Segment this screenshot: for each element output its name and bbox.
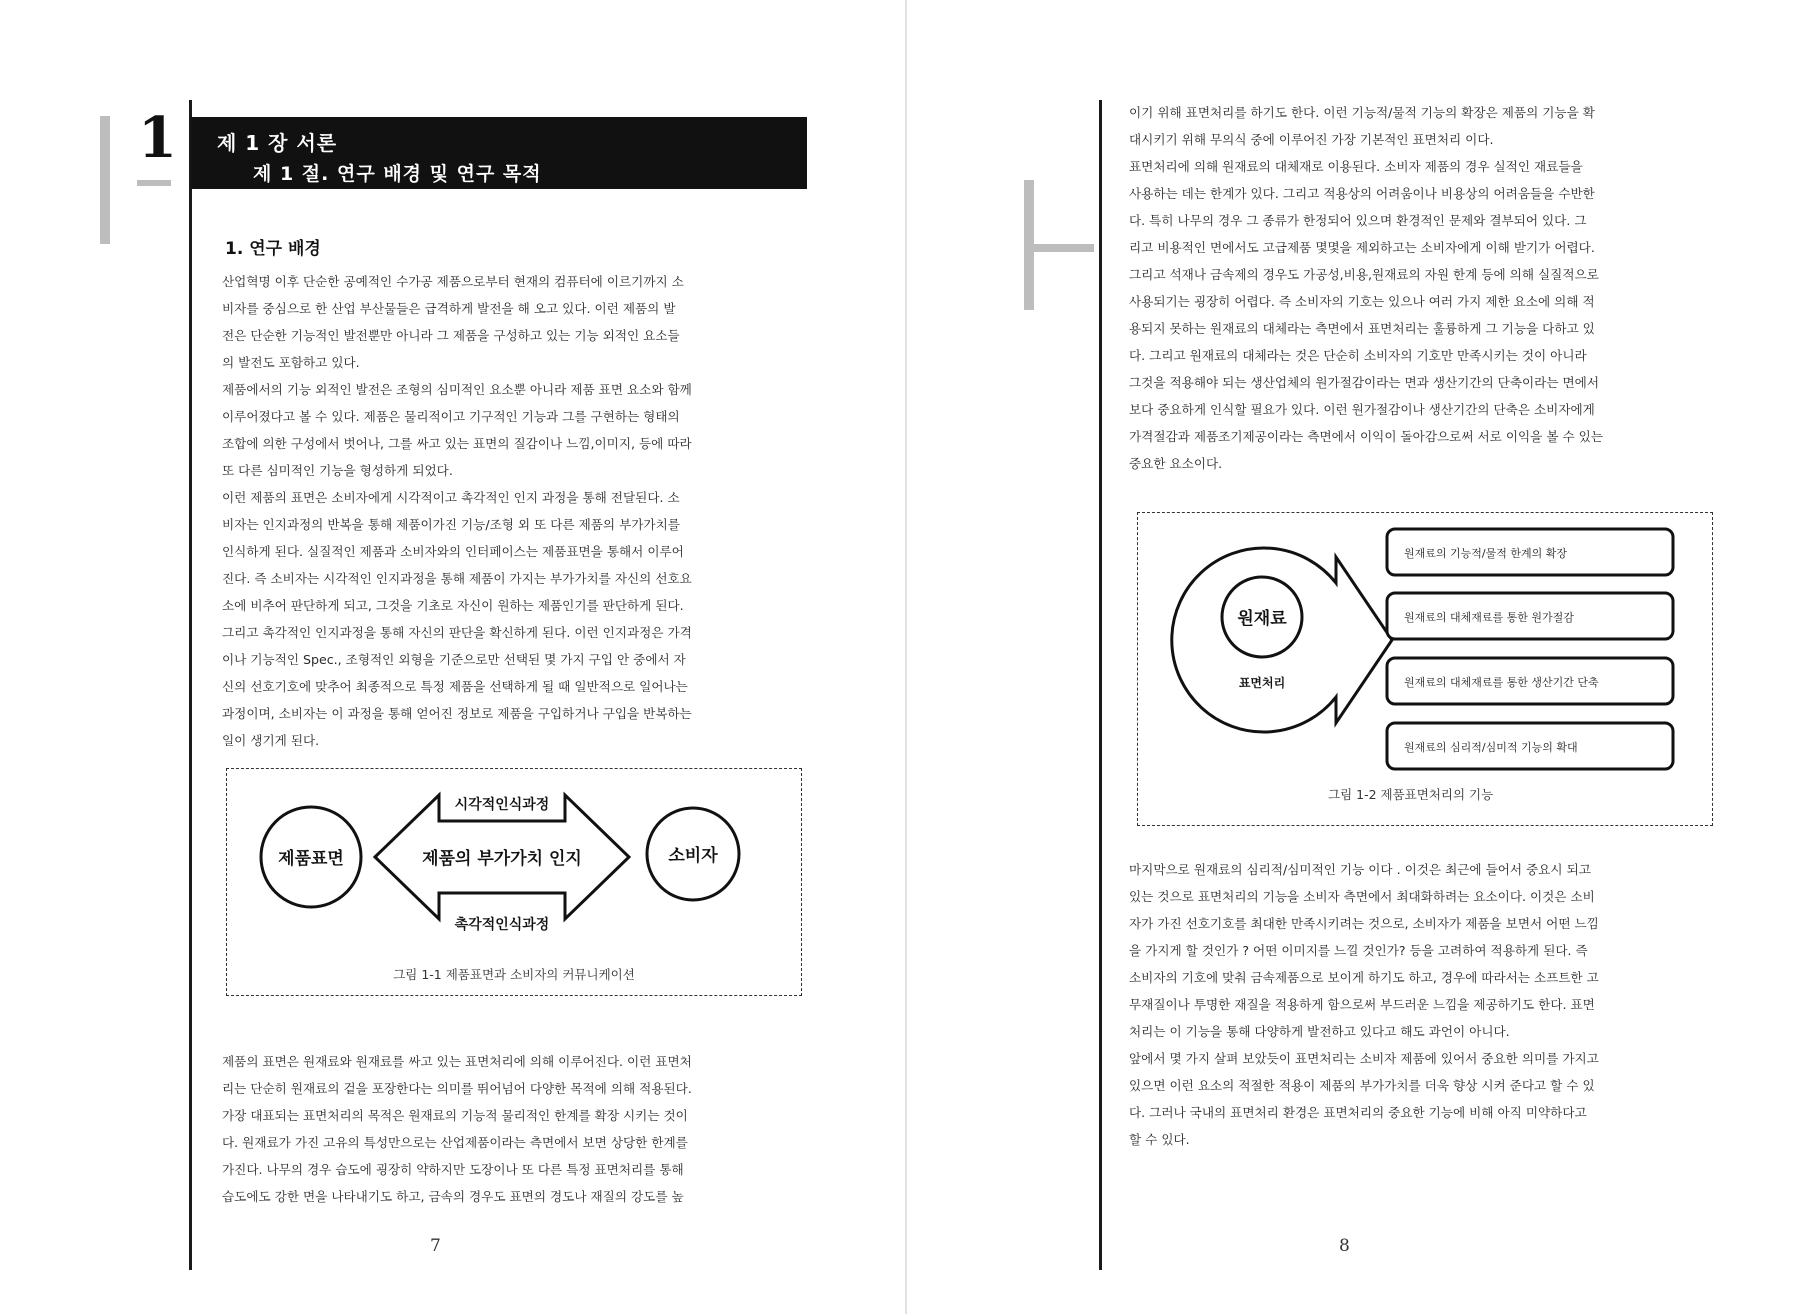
text-line: 있으면 이런 요소의 적절한 적용이 제품의 부가가치를 더욱 향상 시켜 준다고 할 수 있 [1129,1078,1595,1093]
text-line: 일이 생기게 된다. [222,733,320,748]
text-line: 소에 비추어 판단하게 되고, 그것을 기초로 자신이 원하는 제품인기를 판단하게 된다. [222,598,684,613]
text-line: 그리고 촉각적인 인지과정을 통해 자신의 판단을 확신하게 된다. 이런 인지과정은 가격 [222,625,692,640]
left-paragraph-2 [222,1048,799,1210]
chapter-marker-bar [100,116,110,244]
text-line: 보다 중요하게 인식할 필요가 있다. 이런 원가절감이나 생산기간의 단축은 소비자에게 [1129,402,1595,417]
text-line: 이루어졌다고 볼 수 있다. 제품은 물리적이고 기구적인 기능과 그를 구현하는 형태의 [222,409,680,424]
text-line: 비자는 인지과정의 반복을 통해 제품이가진 기능/조형 외 또 다른 제품의 부가가치를 [222,517,680,532]
text-line: 용되지 못하는 원재료의 대체라는 측면에서 표면처리는 훌륭하게 그 기능을 다하고 있 [1129,321,1595,336]
text-line: 사용하는 데는 한계가 있다. 그리고 적용상의 어려움이나 비용상의 어려움들을 수반한 [1129,186,1595,201]
text-line: 신의 선호기호에 맞추어 최종적으로 특정 제품을 선택하게 될 때 일반적으로 일어나는 [222,679,688,694]
text-line: 이기 위해 표면처리를 하기도 한다. 이런 기능적/물적 기능의 확장은 제품의 기능을 확 [1129,105,1595,120]
text-line: 진다. 즉 소비자는 시각적인 인지과정을 통해 제품이 가지는 부가가치를 자신의 선호요 [222,571,692,586]
chapter-number: 1 [138,105,177,171]
text-line: 을 가지게 할 것인가 ? 어떤 이미지를 느낄 것인가? 등을 고려하여 적용하게 된다. 즉 [1129,943,1588,958]
chapter-header [191,117,807,189]
text-line: 가장 대표되는 표면처리의 목적은 원재료의 기능적 물리적인 한계를 확장 시키는 것이 [222,1108,688,1123]
text-line: 가진다. 나무의 경우 습도에 굉장히 약하지만 도장이나 또 다른 특정 표면처리를 통해 [222,1162,684,1177]
value-recognition-label: 제품의 부가가치 인지 [422,849,582,869]
text-line: 리는 단순히 원재료의 겉을 포장한다는 의미를 뛰어넘어 다양한 목적에 의해 적용된다. [222,1081,692,1096]
right-marker-line [1024,244,1094,252]
text-line: 리고 비용적인 면에서도 고급제품 몇몇을 제외하고는 소비자에게 이해 받기가 어렵다. [1129,240,1595,255]
text-line: 제품에서의 기능 외적인 발전은 조형의 심미적인 요소뿐 아니라 제품 표면 요소와 함께 [222,382,692,397]
left-paragraph-1 [222,268,799,754]
text-line: 그리고 석재나 금속제의 경우도 가공성,비용,원재료의 자원 한계 등에 의해 실질적으로 [1129,267,1599,282]
figure-1 [226,768,802,996]
text-line: 표면처리에 의해 원재료의 대체재로 이용된다. 소비자 제품의 경우 실적인 재료들을 [1129,159,1583,174]
figure-2-diagram [1138,513,1712,825]
right-page-number: 8 [1339,1236,1350,1256]
text-line: 이런 제품의 표면은 소비자에게 시각적이고 촉각적인 인지 과정을 통해 전달된다. 소 [222,490,680,505]
text-line: 자가 가진 선호기호를 최대한 만족시키려는 것으로, 소비자가 제품을 보면서 어떤 느낌 [1129,916,1599,931]
figure-1-diagram [227,769,801,995]
consumer-label: 소비자 [668,846,718,866]
subheading: 1. 연구 배경 [225,239,321,259]
text-line: 사용되기는 굉장히 어렵다. 즉 소비자의 기호는 있으나 여러 가지 제한 요소에 의해 적 [1129,294,1595,309]
left-margin-rule [189,100,192,1270]
chapter-marker-underline [137,180,171,186]
text-line: 무재질이나 투명한 재질을 적용하게 함으로써 부드러운 느낌을 제공하기도 한다. 표면 [1129,997,1595,1012]
text-line: 또 다른 심미적인 기능을 형성하게 되었다. [222,463,453,478]
product-surface-label: 제품표면 [278,849,344,869]
section-title: 제 1 절. 연구 배경 및 연구 목적 [253,163,542,185]
function-box-3-label: 원재료의 대체재료를 통한 생산기간 단축 [1404,676,1599,689]
text-line: 다. 원재료가 가진 고유의 특성만으로는 산업제품이라는 측면에서 보면 상당한 한계를 [222,1135,688,1150]
text-line: 처리는 이 기능을 통해 다양하게 발전하고 있다고 해도 과언이 아니다. [1129,1024,1510,1039]
text-line: 대시키기 위해 무의식 중에 이루어진 가장 기본적인 표면처리 이다. [1129,132,1494,147]
figure-2 [1137,512,1713,826]
text-line: 가격절감과 제품조기제공이라는 측면에서 이익이 돌아감으로써 서로 이익을 볼 수 있는 [1129,429,1603,444]
function-box-1-label: 원재료의 기능적/물적 한계의 확장 [1404,547,1567,560]
text-line: 인식하게 된다. 실질적인 제품과 소비자와의 인터페이스는 제품표면을 통해서 이루어 [222,544,684,559]
right-paragraph-1 [1129,99,1714,477]
raw-material-label: 원재료 [1237,609,1287,629]
text-line: 과정이며, 소비자는 이 과정을 통해 얻어진 정보로 제품을 구입하거나 구입을 반복하는 [222,706,692,721]
left-page-number: 7 [430,1236,441,1256]
function-box-2-label: 원재료의 대체재료를 통한 원가절감 [1404,611,1574,624]
text-line: 의 발전도 포함하고 있다. [222,355,360,370]
text-line: 산업혁명 이후 단순한 공예적인 수가공 제품으로부터 현재의 컴퓨터에 이르기까지 소 [222,274,684,289]
text-line: 다. 그리고 원재료의 대체라는 것은 단순히 소비자의 기호만 만족시키는 것이 아니라 [1129,348,1587,363]
text-line: 습도에도 강한 면을 나타내기도 하고, 금속의 경우도 표면의 경도나 재질의 강도를 높 [222,1189,684,1204]
text-line: 소비자의 기호에 맞춰 금속제품으로 보이게 하기도 하고, 경우에 따라서는 소프트한 고 [1129,970,1599,985]
text-line: 그것을 적용해야 되는 생산업체의 원가절감이라는 면과 생산기간의 단축이라는 면에서 [1129,375,1599,390]
function-box-4-label: 원재료의 심리적/심미적 기능의 확대 [1404,741,1578,754]
text-line: 있는 것으로 표면처리의 기능을 소비자 측면에서 최대화하려는 요소이다. 이것은 소비 [1129,889,1595,904]
text-line: 중요한 요소이다. [1129,456,1223,471]
tactile-process-label: 촉각적인식과정 [454,917,550,933]
text-line: 할 수 있다. [1129,1132,1190,1147]
text-line: 마지막으로 원재료의 심리적/심미적인 기능 이다 . 이것은 최근에 들어서 중요시 되고 [1129,862,1591,877]
chapter-title: 제 1 장 서론 [217,131,338,155]
text-line: 제품의 표면은 원재료와 원재료를 싸고 있는 표면처리에 의해 이루어진다. 이런 표면처 [222,1054,692,1069]
text-line: 앞에서 몇 가지 살펴 보았듯이 표면처리는 소비자 제품에 있어서 중요한 의미를 가지고 [1129,1051,1599,1066]
right-paragraph-2 [1129,856,1714,1153]
figure-2-caption: 그림 1-2 제품표면처리의 기능 [1328,787,1494,802]
visual-process-label: 시각적인식과정 [454,797,550,813]
text-line: 다. 특히 나무의 경우 그 종류가 한정되어 있으며 환경적인 문제와 결부되어 있다. 그 [1129,213,1587,228]
surface-treatment-label: 표면처리 [1238,676,1286,690]
figure-1-caption: 그림 1-1 제품표면과 소비자의 커뮤니케이션 [393,967,635,982]
text-line: 조합에 의한 구성에서 벗어나, 그를 싸고 있는 표면의 질감이나 느낌,이미지, 등에 따라 [222,436,692,451]
text-line: 다. 그러나 국내의 표면처리 환경은 표면처리의 중요한 기능에 비해 아직 미약하다고 [1129,1105,1587,1120]
text-line: 비자를 중심으로 한 산업 부산물들은 급격하게 발전을 해 오고 있다. 이런 제품의 발 [222,301,676,316]
text-line: 전은 단순한 기능적인 발전뿐만 아니라 그 제품을 구성하고 있는 기능 외적인 요소들 [222,328,680,343]
right-margin-rule [1099,100,1102,1270]
text-line: 이나 기능적인 Spec., 조형적인 외형을 기준으로만 선택된 몇 가지 구입 안 중에서 자 [222,652,686,667]
